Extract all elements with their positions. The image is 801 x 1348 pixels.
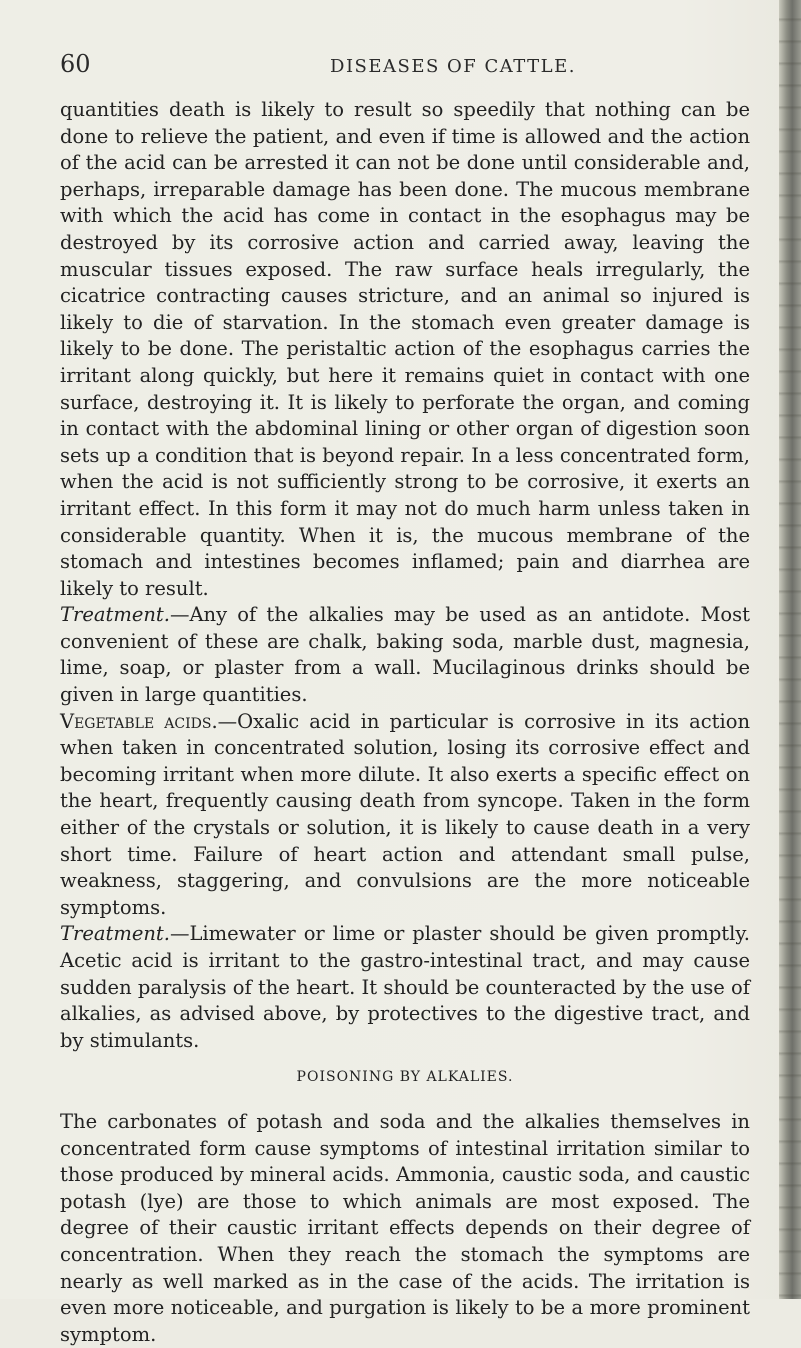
treatment-text: —Any of the alkalies may be used as an antidote. Most convenient of these are chalk, baking soda, marble dust, magnesia, lime, soap, or plaster from a wall. Mucilaginous drinks should be given in large quantities. <box>60 603 750 707</box>
treatment-label-2: Treatment. <box>60 922 170 946</box>
page-header <box>60 50 750 90</box>
page-binding-edge <box>779 0 801 1299</box>
paragraph-treatment-limewater <box>60 921 750 1054</box>
treatment-text-2: —Limewater or lime or plaster should be given promptly. Acetic acid is irritant to the gastro-intestinal tract, and may cause sudden paralysis of the heart. It should be counteracted by the use of alkalies, as advised above, by protectives to the digestive tract, and by stimulants. <box>60 922 750 1052</box>
paragraph-acid-damage: quantities death is likely to result so speedily that nothing can be done to relieve the patient, and even if time is allowed and the action of the acid can be arrested it can not be done until considerable and, perhaps, irreparable damage has been done. The mucous membrane with which the acid has come in contact in the esophagus may be destroyed by its corrosive action and carried away, leaving the muscular tissues exposed. The raw surface heals irregularly, the cicatrice contracting causes stricture, and an animal so injured is likely to die of starvation. In the stomach even greater damage is likely to be done. The peristaltic action of the esophagus carries the irritant along quickly, but here it remains quiet in contact with one surface, destroying it. It is likely to perforate the organ, and coming in contact with the abdominal lining or other organ of digestion soon sets up a condition that is beyond repair. In a less concentrated form, when the acid is not sufficiently strong to be corrosive, it exerts an irritant effect. In this form it may not do much harm unless taken in considerable quantity. When it is, the mucous membrane of the stomach and intestines becomes inflamed; pain and diarrhea are likely to result. <box>60 98 750 600</box>
treatment-label: Treatment. <box>60 603 170 627</box>
vegetable-acids-label: Vegetable acids. <box>60 709 218 733</box>
vegetable-acids-text: —Oxalic acid in particular is corrosive in its action when taken in concentrated solution, losing its corrosive effect and becoming irritant when more dilute. It also exerts a specific effect on the heart, frequently causing death from syncope. Taken in the form either of the crystals or solution, it is likely to cause death in a very short time. Failure of heart action and attendant small pulse, weakness, staggering, and convulsions are the more noticeable symptoms. <box>60 709 750 919</box>
page-number: 60 <box>60 50 91 78</box>
body-text <box>60 97 750 1348</box>
paragraph-carbonates: The carbonates of potash and soda and the alkalies themselves in concentrated form cause symptoms of intestinal irritation similar to those produced by mineral acids. Ammonia, caustic soda, and caustic potash (lye) are those to which animals are most exposed. The degree of their caustic irritant effects depends on their degree of concentration. When they reach the stomach the symptoms are nearly as well marked as in the case of the acids. The irritation is even more noticeable, and purgation is likely to be a more prominent symptom. <box>60 1109 750 1346</box>
section-heading: POISONING BY ALKALIES. <box>296 1069 514 1086</box>
running-head: DISEASES OF CATTLE. <box>330 56 576 77</box>
paragraph-vegetable-acids <box>60 709 750 922</box>
paragraph-treatment-alkalies <box>60 602 750 708</box>
